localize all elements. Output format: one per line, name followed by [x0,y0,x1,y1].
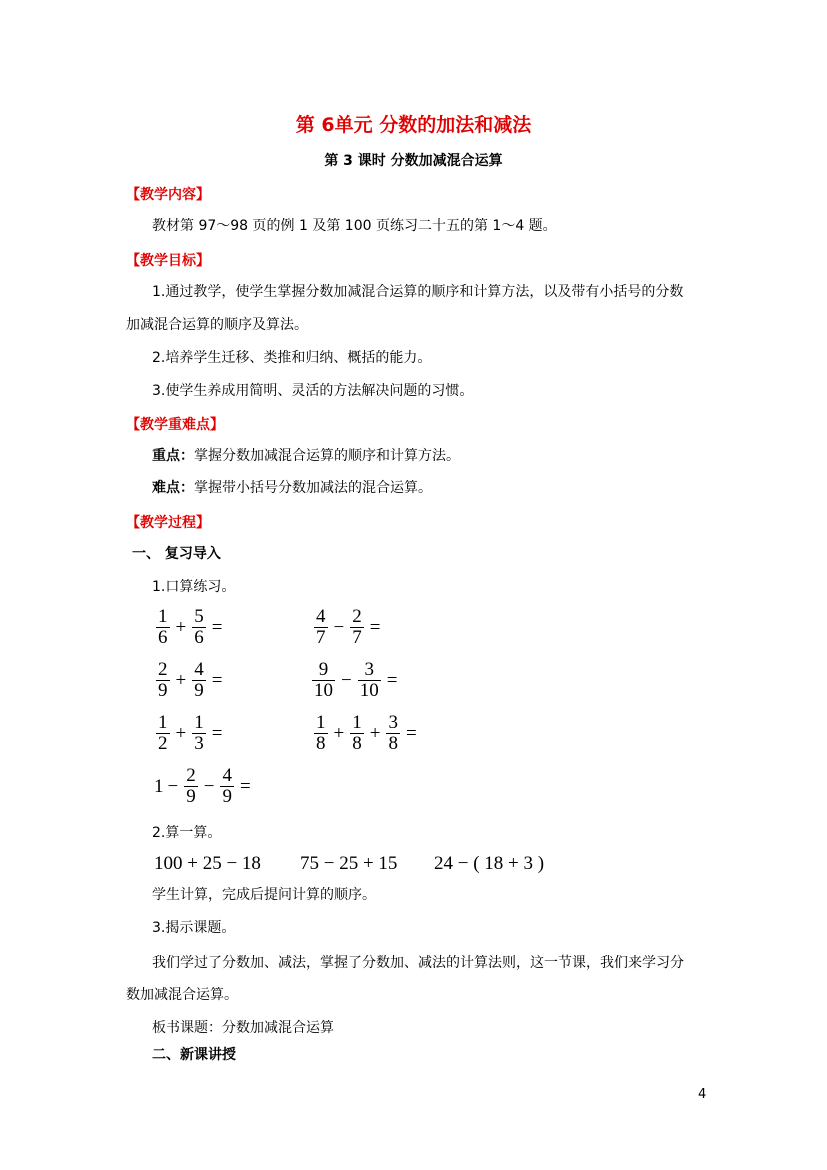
fraction-exercise-2 [312,607,384,648]
goal-1-line-2: 加减混合运算的顺序及算法。 [126,317,308,333]
fraction: $\frac{2}{9}$ [158,659,168,701]
fraction-exercise-4 [310,660,401,701]
board-topic-text: 板书课题：分数加减混合运算 [152,1020,334,1036]
calc-expression-1: 100 + 25 − 18 [154,853,261,874]
step-2-heading: 二、新课讲授 [152,1047,236,1063]
equals-sign: = [211,616,223,638]
key-point [152,447,460,465]
difficult-point-label: 难点： [152,480,194,496]
fraction: $\frac{3}{8}$ [388,712,398,754]
calc-expression-3: 24 − ( 18 + 3 ) [434,853,545,874]
equals-sign: = [239,775,251,797]
goal-1-line-1: 1.通过教学，使学生掌握分数加减混合运算的顺序和计算方法，以及带有小括号的分数 [152,284,684,300]
difficult-point [152,479,432,497]
whole-number: 1 [154,775,164,797]
minus-operator: − [167,775,179,797]
intro-line-1: 我们学过了分数加、减法，掌握了分数加、减法的计算法则，这一节课，我们来学习分 [152,955,684,971]
fraction-exercise-3 [154,660,226,701]
minus-operator: − [203,775,215,797]
goal-2: 2.培养学生迁移、类推和归纳、概括的能力。 [152,350,432,366]
reveal-topic-label: 3.揭示课题。 [152,920,236,936]
calc-expression-2: 75 − 25 + 15 [300,853,398,874]
plus-operator: + [333,722,345,744]
equals-sign: = [369,616,381,638]
fraction: $\frac{5}{6}$ [194,606,204,648]
plus-operator: + [175,616,187,638]
equals-sign: = [386,669,398,691]
content-text: 教材第 97～98 页的例 1 及第 100 页练习二十五的第 1～4 题。 [152,218,557,234]
fraction: $\frac{3}{10}$ [359,659,379,701]
fraction: $\frac{1}{2}$ [158,712,168,754]
fraction: $\frac{2}{9}$ [186,765,196,807]
oral-practice-label: 1.口算练习。 [152,579,236,595]
fraction: $\frac{4}{7}$ [316,606,326,648]
fraction: $\frac{1}{6}$ [158,606,168,648]
fraction-exercise-1 [154,607,226,648]
fraction: $\frac{4}{9}$ [194,659,204,701]
students-compute-text: 学生计算，完成后提问计算的顺序。 [152,887,376,903]
intro-line-2: 数加减混合运算。 [126,987,238,1003]
fraction: $\frac{2}{7}$ [352,606,362,648]
fraction: $\frac{4}{9}$ [222,765,232,807]
page-title: 第 6单元 分数的加法和减法 [295,114,532,136]
calc-label: 2.算一算。 [152,825,222,841]
key-point-text: 掌握分数加减混合运算的顺序和计算方法。 [194,448,460,464]
section-heading-keypoints: 【教学重难点】 [126,417,224,433]
section-heading-process: 【教学过程】 [126,515,210,531]
fraction-exercise-7 [154,766,255,807]
minus-operator: − [341,669,352,691]
plus-operator: + [175,669,187,691]
plus-operator: + [175,722,187,744]
equals-sign: = [211,722,223,744]
difficult-point-text: 掌握带小括号分数加减法的混合运算。 [194,480,432,496]
fraction-exercise-5 [154,713,226,754]
equals-sign: = [211,669,223,691]
goal-3: 3.使学生养成用简明、灵活的方法解决问题的习惯。 [152,383,474,399]
step-1-heading: 一、 复习导入 [132,546,221,562]
fraction: $\frac{1}{8}$ [352,712,362,754]
section-heading-goals: 【教学目标】 [126,253,210,269]
lesson-subtitle: 第 3 课时 分数加减混合运算 [324,153,503,169]
section-heading-content: 【教学内容】 [126,187,210,203]
fraction-exercise-6 [312,713,421,754]
fraction: $\frac{1}{8}$ [316,712,326,754]
minus-operator: − [333,616,345,638]
fraction: $\frac{1}{3}$ [194,712,204,754]
page-number: 4 [698,1087,707,1102]
equals-sign: = [405,722,417,744]
fraction: $\frac{9}{10}$ [314,659,333,701]
plus-operator: + [369,722,381,744]
key-point-label: 重点： [152,448,194,464]
